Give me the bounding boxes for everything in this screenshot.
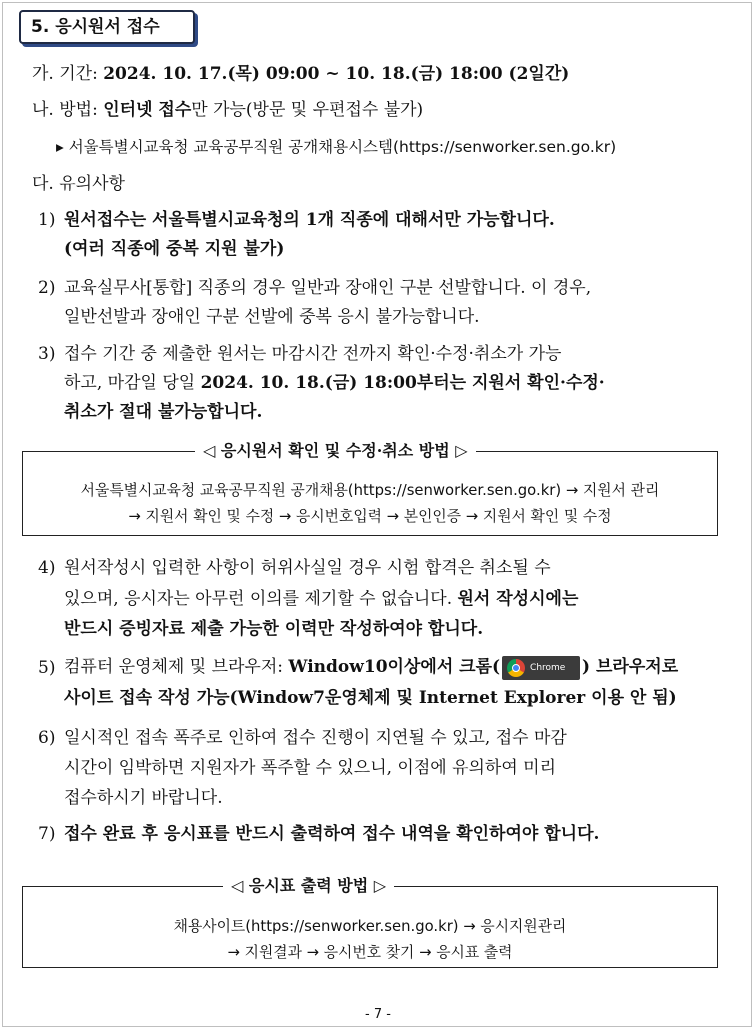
page-number: - 7 - xyxy=(365,1007,391,1022)
item1-line1: 원서접수는 서울특별시교육청의 1개 직종에 대해서만 가능합니다. xyxy=(64,210,555,230)
item7-line1: 접수 완료 후 응시표를 반드시 출력하여 접수 내역을 확인하여야 합니다. xyxy=(64,824,600,844)
method-rest: 만 가능(방문 및 우편접수 불가) xyxy=(191,100,424,120)
item4-number: 4) xyxy=(38,558,56,578)
ticket-print-box-line1: 채용사이트(https://senworker.sen.go.kr) → 응시지원관리 xyxy=(173,917,567,935)
notes-marker: 다. xyxy=(32,174,54,194)
edit-method-box-title: ◁ 응시원서 확인 및 수정·취소 방법 ▷ xyxy=(195,440,476,462)
period-label: 기간: xyxy=(59,64,98,84)
item6-line1: 일시적인 접속 폭주로 인하여 접수 진행이 지연될 수 있고, 접수 마감 xyxy=(64,728,567,748)
item5-line1 xyxy=(64,655,678,680)
item2-line1: 교육실무사[통합] 직종의 경우 일반과 장애인 구분 선발합니다. 이 경우, xyxy=(64,278,592,298)
method-line xyxy=(32,98,423,122)
period-line xyxy=(32,62,569,86)
edit-method-box-line2: → 지원서 확인 및 수정 → 응시번호입력 → 본인인증 → 지원서 확인 및 수정 xyxy=(128,507,612,525)
item4-line2-plain: 있으며, 응시자는 아무런 이의를 제기할 수 없습니다. xyxy=(64,589,458,609)
notes-label: 유의사항 xyxy=(59,174,125,194)
method-label: 방법: xyxy=(59,100,98,120)
period-marker: 가. xyxy=(32,64,54,84)
edit-method-box-line1: 서울특별시교육청 교육공무직원 공개채용(https://senworker.sen.go.kr) → 지원서 관리 xyxy=(80,481,660,499)
item3-line2-bold: 2024. 10. 18.(금) 18:00부터는 지원서 확인·수정· xyxy=(200,373,605,393)
method-system-note: ▸ 서울특별시교육청 교육공무직원 공개채용시스템(https://senworker.sen.go.kr) xyxy=(56,138,617,156)
item5-number: 5) xyxy=(38,658,56,678)
notes-heading xyxy=(32,172,125,196)
item3-line3: 취소가 절대 불가능합니다. xyxy=(64,402,263,422)
chrome-badge-label: Chrome xyxy=(530,662,566,673)
item3-number: 3) xyxy=(38,344,56,364)
ticket-print-box-line2: → 지원결과 → 응시번호 찾기 → 응시표 출력 xyxy=(227,943,513,961)
period-value: 2024. 10. 17.(목) 09:00 ~ 10. 18.(금) 18:00 (2일간) xyxy=(103,64,570,84)
ticket-print-box-title: ◁ 응시표 출력 방법 ▷ xyxy=(223,875,394,897)
item6-line2: 시간이 임박하면 지원자가 폭주할 수 있으니, 이점에 유의하여 미리 xyxy=(64,758,557,778)
item7-number: 7) xyxy=(38,824,56,844)
item3-line2 xyxy=(64,371,605,395)
method-bold: 인터넷 접수 xyxy=(103,100,192,120)
item4-line1: 원서작성시 입력한 사항이 허위사실일 경우 시험 합격은 취소될 수 xyxy=(64,558,551,578)
item4-line2 xyxy=(64,587,578,611)
section-title: 5. 응시원서 접수 xyxy=(19,10,195,44)
item4-line2-bold: 원서 작성시에는 xyxy=(457,589,579,609)
ticket-print-box xyxy=(22,876,718,968)
edit-method-box xyxy=(22,441,718,536)
item5-line2: 사이트 접속 작성 가능(Window7운영체제 및 Internet Explorer 이용 안 됨) xyxy=(64,688,677,708)
item5-line1-end: ) 브라우저로 xyxy=(582,657,679,677)
method-marker: 나. xyxy=(32,100,54,120)
item5-line1-plain: 컴퓨터 운영체제 및 브라우저: xyxy=(64,657,289,677)
item3-line1: 접수 기간 중 제출한 원서는 마감시간 전까지 확인·수정·취소가 가능 xyxy=(64,344,562,364)
item6-number: 6) xyxy=(38,728,56,748)
item1-number: 1) xyxy=(38,210,56,230)
item2-line2: 일반선발과 장애인 구분 선발에 중복 응시 불가능합니다. xyxy=(64,307,480,327)
item3-line2-plain: 하고, 마감일 당일 xyxy=(64,373,201,393)
chrome-badge xyxy=(502,656,580,680)
item2-number: 2) xyxy=(38,278,56,298)
item4-line3: 반드시 증빙자료 제출 가능한 이력만 작성하여야 합니다. xyxy=(64,619,484,639)
item6-line3: 접수하시기 바랍니다. xyxy=(64,788,223,808)
item1-line2: (여러 직종에 중복 지원 불가) xyxy=(64,239,285,259)
item5-line1-bold: Window10이상에서 크롬( xyxy=(288,657,501,677)
chrome-icon xyxy=(507,659,525,677)
